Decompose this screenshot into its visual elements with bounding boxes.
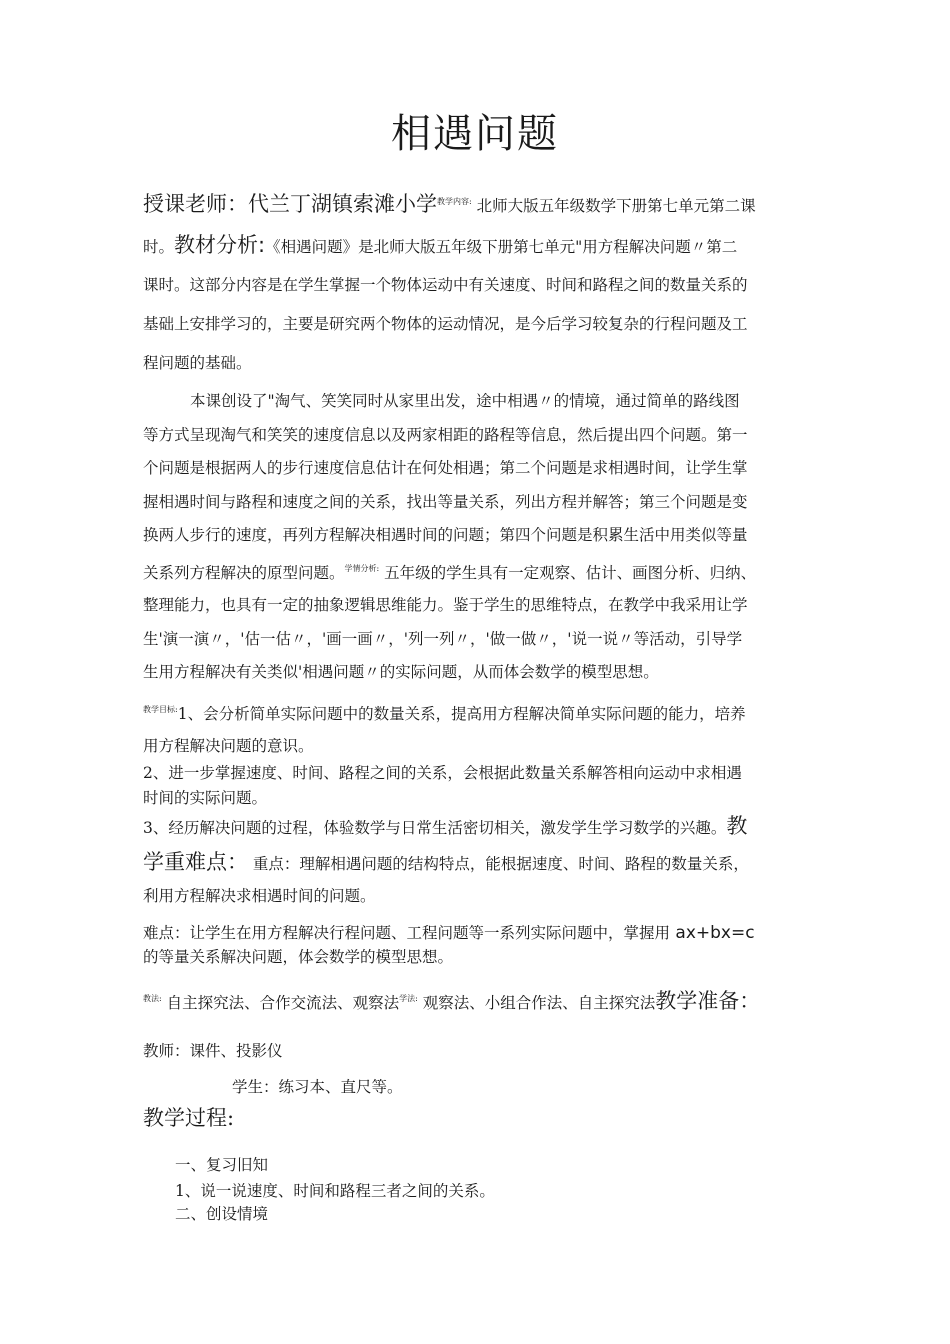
formula: ax+bx=c xyxy=(670,923,755,943)
process-heading: 教学过程: xyxy=(143,1106,235,1130)
goal-3-line xyxy=(143,816,823,838)
student-analysis-label: 学情分析: xyxy=(344,564,380,573)
paragraph-line: 时间的实际问题。 xyxy=(143,789,268,807)
teacher-prep: 教师：课件、投影仪 xyxy=(143,1042,283,1060)
key-points-heading: 学重难点： xyxy=(143,850,248,874)
learning-method-label: 学法: xyxy=(399,994,418,1003)
teacher-line xyxy=(143,192,823,216)
analysis-heading: 教材分析: xyxy=(174,233,266,257)
analysis-line xyxy=(143,235,823,257)
teaching-method-label: 教法: xyxy=(143,994,162,1003)
step-1-1: 1、说一说速度、时间和路程三者之间的关系。 xyxy=(175,1182,495,1200)
text-span: 观察法、小组合作法、自主探究法 xyxy=(417,994,656,1012)
paragraph-line: 程问题的基础。 xyxy=(143,354,252,372)
paragraph-line: 本课创设了"淘气、笑笑同时从家里出发，途中相遇〃的情境，通过简单的路线图 xyxy=(190,392,740,410)
key-points-heading-start: 教 xyxy=(726,814,748,838)
paragraph-line: 握相遇时间与路程和速度之间的关系，找出等量关系，列出方程并解答；第三个问题是变 xyxy=(143,493,748,511)
text-span: 难点：让学生在用方程解决行程问题、工程问题等一系列实际问题中，掌握用 xyxy=(143,924,671,942)
content-text: 北师大版五年级数学下册第七单元第二课 xyxy=(471,197,756,215)
paragraph-line: 课时。这部分内容是在学生掌握一个物体运动中有关速度、时间和路程之间的数量关系的 xyxy=(143,276,748,294)
student-analysis-line xyxy=(143,559,823,583)
preparation-heading: 教学准备： xyxy=(655,989,761,1013)
text-span: 1、会分析简单实际问题中的数量关系，提高用方程解决简单实际问题的能力，培养 xyxy=(177,705,746,723)
goals-label: 教学目标: xyxy=(143,705,178,714)
analysis-text: 《相遇问题》是北师大版五年级下册第七单元"用方程解决问题〃第二 xyxy=(265,238,738,256)
difficulty-line xyxy=(143,923,823,943)
paragraph-line: 基础上安排学习的，主要是研究两个物体的运动情况，是今后学习较复杂的行程问题及工 xyxy=(143,315,748,333)
methods-line xyxy=(143,989,823,1013)
paragraph-line: 利用方程解决求相遇时间的问题。 xyxy=(143,887,376,905)
document-title: 相遇问题 xyxy=(391,111,559,157)
step-2: 二、创设情境 xyxy=(175,1205,269,1223)
text-span: 时。 xyxy=(143,238,175,256)
text-span: 重点：理解相遇问题的结构特点，能根据速度、时间、路程的数量关系， xyxy=(248,855,749,873)
paragraph-line: 生'演一演〃，'估一估〃，'画一画〃，'列一列〃，'做一做〃，'说一说〃等活动，引导学 xyxy=(143,630,743,648)
paragraph-line: 的等量关系解决问题，体会数学的模型思想。 xyxy=(143,948,454,966)
content-label: 教学内容: xyxy=(437,197,472,206)
paragraph-line: 用方程解决问题的意识。 xyxy=(143,737,314,755)
goals-line xyxy=(143,700,823,724)
paragraph-line: 换两人步行的速度，再列方程解决相遇时间的问题；第四个问题是积累生活中用类似等量 xyxy=(143,526,748,544)
text-span: 关系列方程解决的原型问题。 xyxy=(143,564,345,582)
paragraph-line: 个问题是根据两人的步行速度信息估计在何处相遇；第二个问题是求相遇时间，让学生掌 xyxy=(143,459,748,477)
paragraph-line: 生用方程解决有关类似'相遇问题〃的实际问题，从而体会数学的模型思想。 xyxy=(143,663,659,681)
paragraph-line: 等方式呈现淘气和笑笑的速度信息以及两家相距的路程等信息，然后提出四个问题。第一 xyxy=(143,426,748,444)
text-span: 3、经历解决问题的过程，体验数学与日常生活密切相关，激发学生学习数学的兴趣。 xyxy=(143,819,727,837)
text-span: 五年级的学生具有一定观察、估计、画图分析、归纳、 xyxy=(379,564,757,582)
text-span: 自主探究法、合作交流法、观察法 xyxy=(161,994,400,1012)
student-prep: 学生：练习本、直尺等。 xyxy=(232,1078,403,1096)
teacher-label: 授课老师：代兰丁湖镇索滩小学 xyxy=(143,192,437,216)
paragraph-line: 2、进一步掌握速度、时间、路程之间的关系，会根据此数量关系解答相向运动中求相遇 xyxy=(143,764,742,782)
step-1: 一、复习旧知 xyxy=(175,1156,269,1174)
paragraph-line: 整理能力，也具有一定的抽象逻辑思维能力。鉴于学生的思维特点，在教学中我采用让学 xyxy=(143,596,748,614)
key-points-line xyxy=(143,852,823,874)
